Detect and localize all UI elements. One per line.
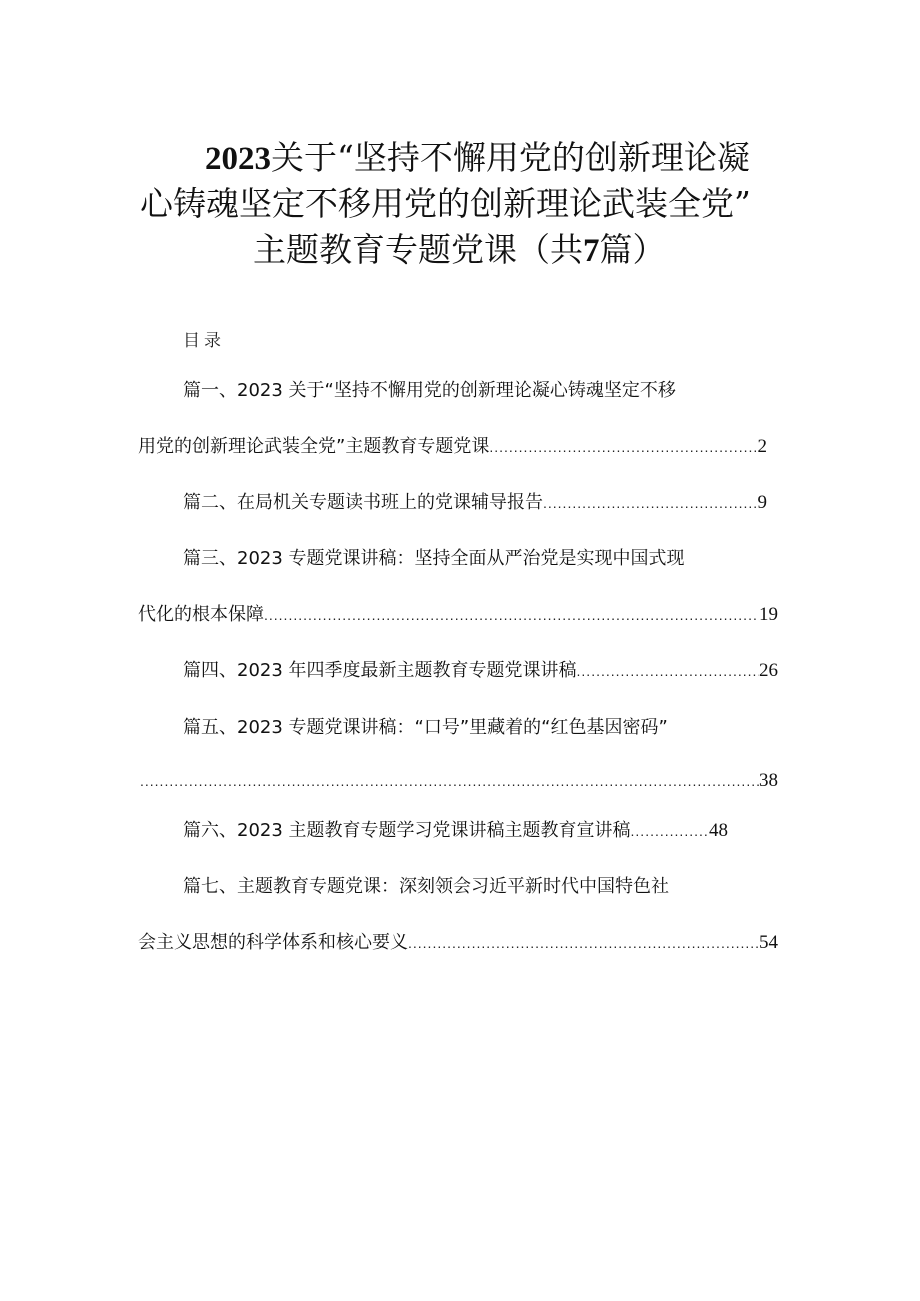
toc-entry-6[interactable] [183, 816, 728, 846]
toc-entry-1-line-2[interactable] [138, 432, 767, 462]
toc-page-number: 9 [757, 492, 767, 513]
document-title-line-2: 心铸魂坚定不移用党的创新理论武装全党” [140, 184, 751, 223]
title-text-3a: 主题教育专题党课（共 [253, 230, 583, 269]
toc-leader-dots [543, 488, 758, 518]
toc-leader-dots [408, 928, 759, 958]
toc-entry-1-line-1[interactable] [183, 376, 783, 406]
toc-entry-5-line-1[interactable] [183, 713, 803, 743]
toc-entry-text: 篇六、2023 主题教育专题学习党课讲稿主题教育宣讲稿 [183, 820, 631, 841]
toc-page-number: 19 [759, 604, 778, 625]
title-text-3b: 篇） [599, 230, 666, 269]
toc-leader-dots [140, 766, 759, 796]
toc-heading: 目录 [183, 331, 225, 351]
toc-entry-text: 篇二、在局机关专题读书班上的党课辅导报告 [183, 492, 543, 513]
title-year: 2023 [205, 141, 271, 177]
toc-entry-text: 代化的根本保障 [138, 604, 264, 625]
toc-entry-4[interactable] [183, 656, 778, 686]
toc-page-number: 54 [759, 932, 778, 953]
toc-entry-5-line-2[interactable] [140, 766, 778, 796]
toc-entry-3-line-2[interactable] [138, 600, 778, 630]
toc-entry-text: 篇三、2023 专题党课讲稿：坚持全面从严治党是实现中国式现 [183, 548, 685, 569]
toc-leader-dots [264, 600, 759, 630]
toc-entry-text: 篇五、2023 专题党课讲稿：“口号”里藏着的“红色基因密码” [183, 717, 668, 738]
toc-page-number: 2 [757, 436, 767, 457]
toc-leader-dots [631, 816, 709, 846]
document-title-line-3 [253, 230, 666, 271]
toc-page-number: 48 [709, 820, 728, 841]
toc-entry-3-line-1[interactable] [183, 544, 783, 574]
toc-page-number: 26 [759, 660, 778, 681]
toc-entry-7-line-2[interactable] [138, 928, 778, 958]
toc-entry-text: 会主义思想的科学体系和核心要义 [138, 932, 408, 953]
toc-entry-2[interactable] [183, 488, 767, 518]
toc-entry-text: 用党的创新理论武装全党”主题教育专题党课 [138, 436, 490, 457]
document-title-line-1 [205, 138, 750, 179]
toc-entry-7-line-1[interactable] [183, 872, 783, 902]
toc-entry-text: 篇一、2023 关于“坚持不懈用党的创新理论凝心铸魂坚定不移 [183, 380, 676, 401]
toc-entry-text: 篇四、2023 年四季度最新主题教育专题党课讲稿 [183, 660, 577, 681]
toc-leader-dots [489, 432, 757, 462]
title-count: 7 [583, 233, 600, 269]
title-text-1: 关于“坚持不懈用党的创新理论凝 [271, 138, 750, 177]
toc-page-number: 38 [759, 770, 778, 791]
toc-entry-text: 篇七、主题教育专题党课：深刻领会习近平新时代中国特色社 [183, 876, 669, 897]
toc-leader-dots [577, 656, 759, 686]
